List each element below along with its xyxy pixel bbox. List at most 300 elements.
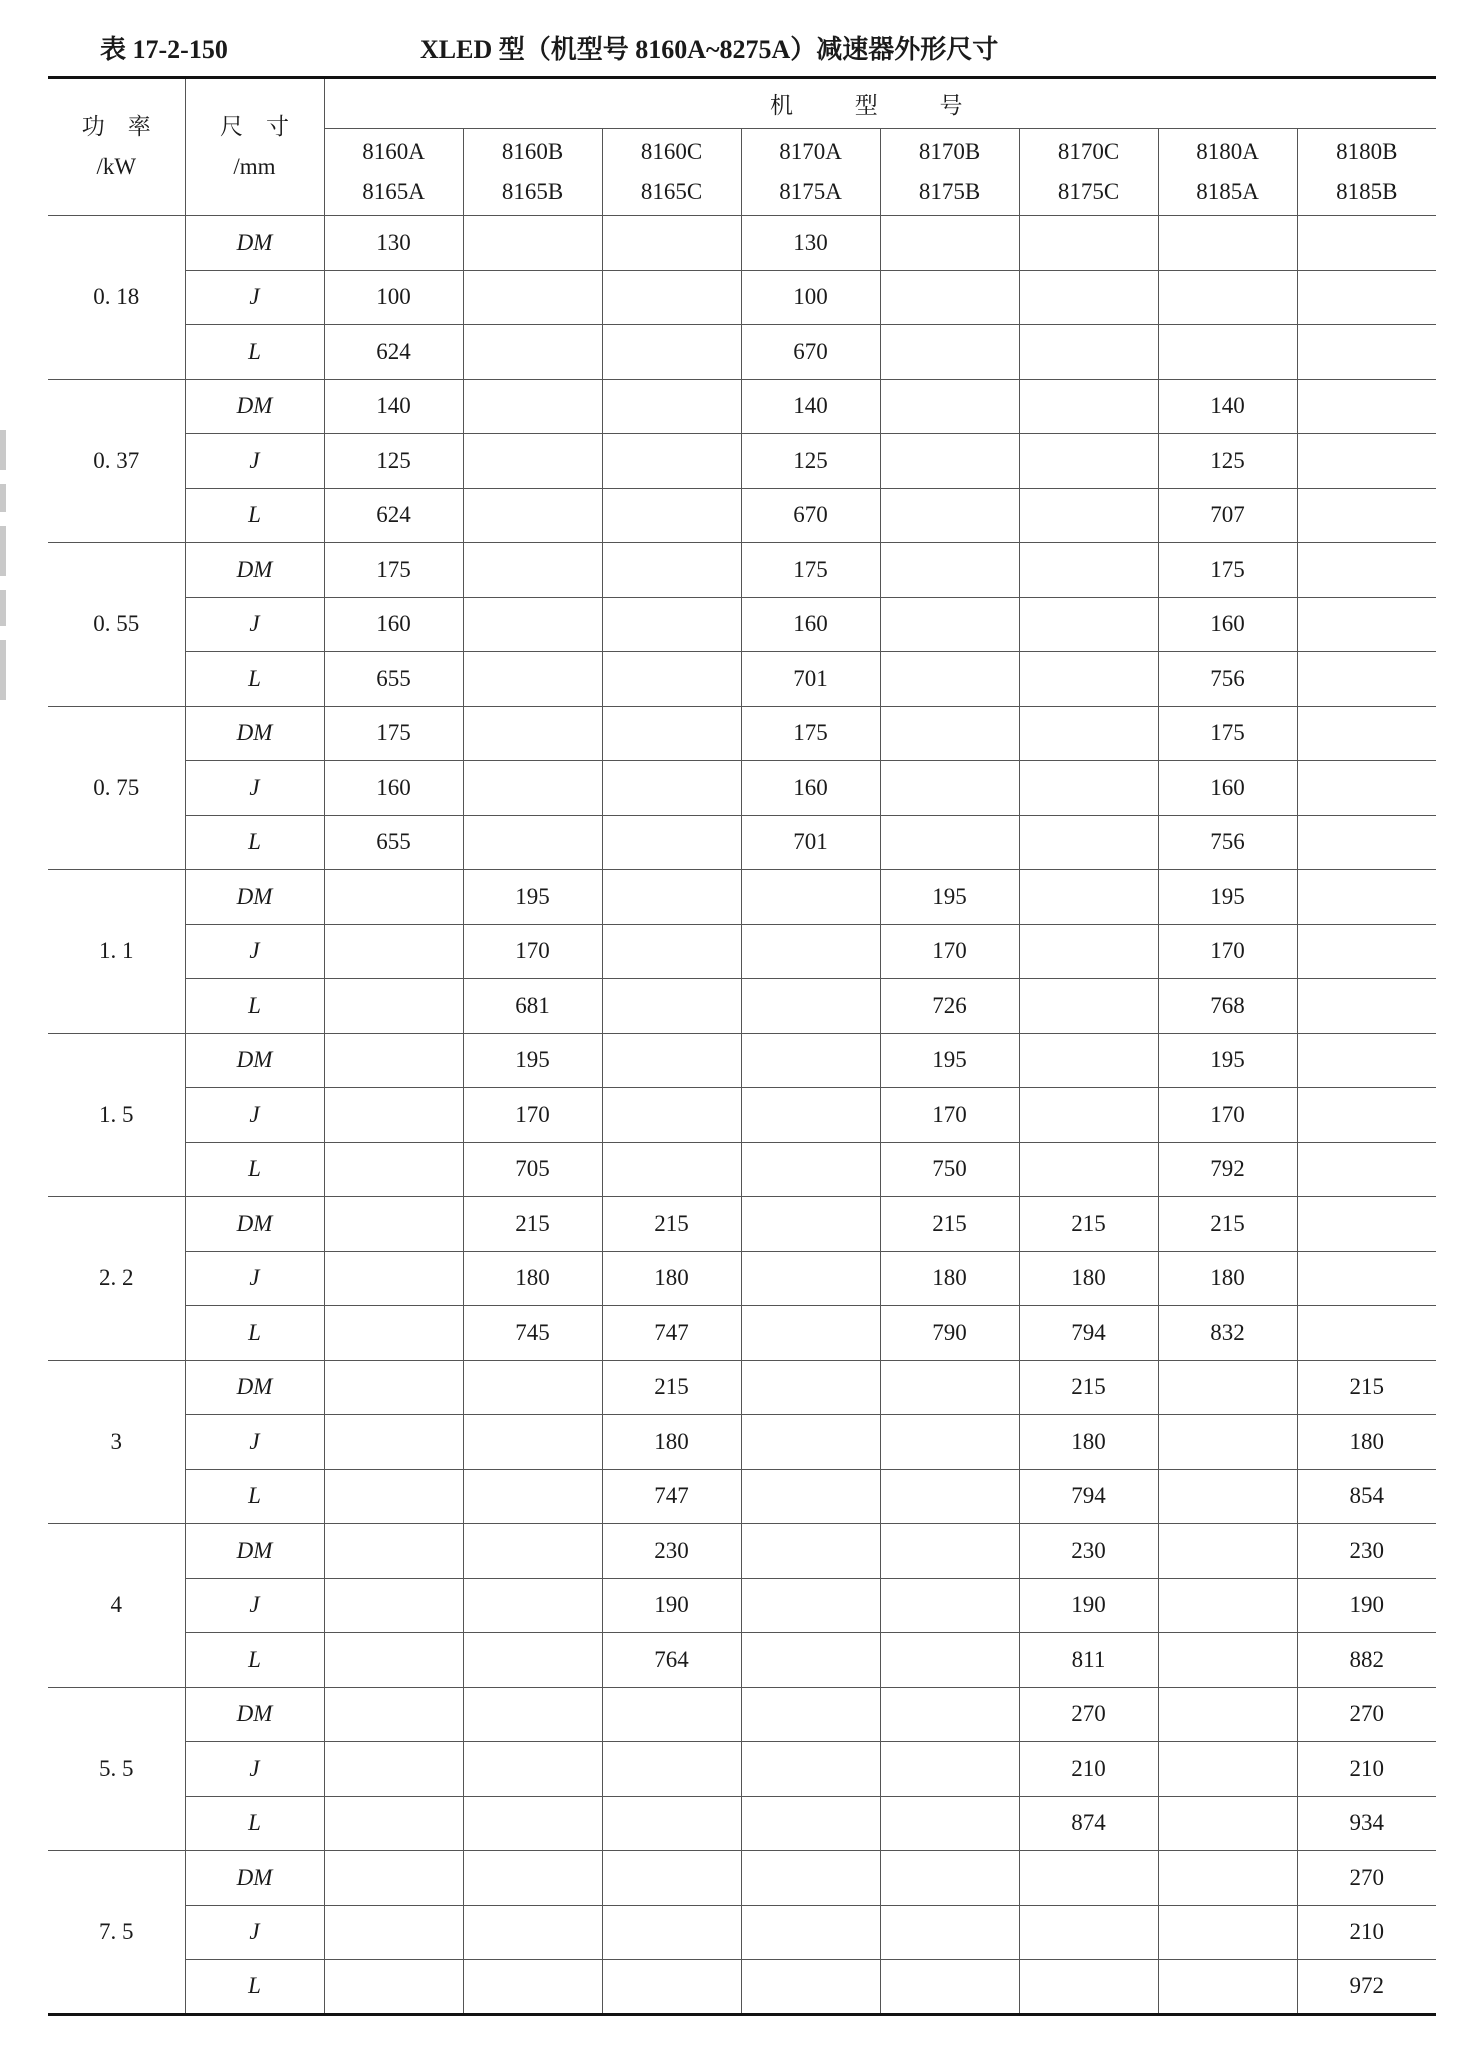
value-cell — [602, 597, 741, 652]
value-cell: 750 — [880, 1142, 1019, 1197]
value-cell: 670 — [741, 488, 880, 543]
dimension-name-cell: J — [185, 1742, 324, 1797]
power-cell: 7. 5 — [48, 1851, 185, 2015]
table-row — [48, 1306, 1436, 1361]
table-row — [48, 543, 1436, 598]
value-cell — [1019, 1851, 1158, 1906]
value-cell: 195 — [880, 870, 1019, 925]
model-code: 8160B — [501, 139, 564, 164]
value-cell: 180 — [463, 1251, 602, 1306]
value-cell — [1019, 652, 1158, 707]
value-cell: 701 — [741, 815, 880, 870]
value-cell: 230 — [1297, 1524, 1436, 1579]
value-cell — [1158, 1905, 1297, 1960]
value-cell: 215 — [1297, 1360, 1436, 1415]
model-code: 8160A — [362, 139, 425, 164]
dimension-name-cell: J — [185, 270, 324, 325]
value-cell — [1019, 488, 1158, 543]
value-cell: 100 — [741, 270, 880, 325]
value-cell: 756 — [1158, 652, 1297, 707]
table-row — [48, 434, 1436, 489]
value-cell — [1297, 216, 1436, 271]
value-cell: 160 — [741, 761, 880, 816]
dimension-name-cell: L — [185, 1142, 324, 1197]
value-cell — [741, 1251, 880, 1306]
value-cell: 270 — [1297, 1851, 1436, 1906]
value-cell: 972 — [1297, 1960, 1436, 2015]
value-cell — [324, 1251, 463, 1306]
dimension-name-cell: L — [185, 815, 324, 870]
value-cell: 170 — [463, 1088, 602, 1143]
dimension-name-cell: J — [185, 597, 324, 652]
table-number: 表 17-2-150 — [100, 35, 228, 64]
value-cell — [463, 379, 602, 434]
value-cell — [602, 270, 741, 325]
value-cell — [602, 979, 741, 1034]
value-cell — [463, 1905, 602, 1960]
value-cell — [602, 1851, 741, 1906]
value-cell — [602, 924, 741, 979]
value-cell — [463, 1687, 602, 1742]
value-cell — [602, 1742, 741, 1797]
value-cell: 934 — [1297, 1796, 1436, 1851]
value-cell: 180 — [1297, 1415, 1436, 1470]
value-cell — [602, 1033, 741, 1088]
value-cell — [324, 1742, 463, 1797]
power-cell: 0. 75 — [48, 706, 185, 870]
table-row — [48, 1851, 1436, 1906]
value-cell — [324, 1033, 463, 1088]
value-cell: 160 — [741, 597, 880, 652]
value-cell — [880, 488, 1019, 543]
value-cell — [741, 1469, 880, 1524]
value-cell — [880, 1633, 1019, 1688]
value-cell: 230 — [1019, 1524, 1158, 1579]
power-cell: 5. 5 — [48, 1687, 185, 1851]
value-cell — [324, 1796, 463, 1851]
value-cell — [1019, 979, 1158, 1034]
value-cell — [602, 1088, 741, 1143]
value-cell — [602, 652, 741, 707]
value-cell: 215 — [880, 1197, 1019, 1252]
dimension-name-cell: L — [185, 1633, 324, 1688]
value-cell — [602, 379, 741, 434]
value-cell — [324, 1415, 463, 1470]
value-cell — [741, 1088, 880, 1143]
value-cell: 705 — [463, 1142, 602, 1197]
value-cell: 655 — [324, 652, 463, 707]
value-cell: 756 — [1158, 815, 1297, 870]
value-cell — [324, 1905, 463, 1960]
table-row — [48, 1905, 1436, 1960]
value-cell — [741, 1742, 880, 1797]
value-cell — [324, 1088, 463, 1143]
value-cell — [602, 1687, 741, 1742]
value-cell: 195 — [1158, 870, 1297, 925]
model-header-cell — [1297, 129, 1436, 216]
value-cell — [1019, 379, 1158, 434]
dimension-name-cell: L — [185, 1306, 324, 1361]
value-cell — [1019, 216, 1158, 271]
value-cell — [463, 216, 602, 271]
value-cell — [880, 543, 1019, 598]
value-cell — [880, 652, 1019, 707]
value-cell — [602, 488, 741, 543]
table-row — [48, 1633, 1436, 1688]
value-cell — [741, 979, 880, 1034]
dimension-name-cell: DM — [185, 1851, 324, 1906]
dimension-name-cell: DM — [185, 543, 324, 598]
value-cell — [1297, 488, 1436, 543]
value-cell: 140 — [324, 379, 463, 434]
power-cell: 0. 18 — [48, 216, 185, 380]
value-cell — [1019, 1088, 1158, 1143]
value-cell — [324, 1360, 463, 1415]
dimension-name-cell: DM — [185, 706, 324, 761]
value-cell — [324, 979, 463, 1034]
value-cell: 170 — [880, 924, 1019, 979]
value-cell: 190 — [1297, 1578, 1436, 1633]
value-cell — [1297, 652, 1436, 707]
value-cell — [880, 325, 1019, 380]
power-cell: 0. 55 — [48, 543, 185, 707]
value-cell — [324, 870, 463, 925]
dimension-name-cell: L — [185, 1960, 324, 2015]
value-cell — [741, 1142, 880, 1197]
power-cell: 1. 1 — [48, 870, 185, 1034]
value-cell — [741, 1796, 880, 1851]
value-cell — [880, 815, 1019, 870]
value-cell — [463, 1851, 602, 1906]
value-cell: 100 — [324, 270, 463, 325]
value-cell — [741, 1524, 880, 1579]
value-cell: 874 — [1019, 1796, 1158, 1851]
value-cell: 175 — [324, 706, 463, 761]
value-cell: 195 — [463, 870, 602, 925]
value-cell — [1019, 434, 1158, 489]
value-cell: 180 — [1158, 1251, 1297, 1306]
value-cell — [1019, 597, 1158, 652]
table-row — [48, 216, 1436, 271]
table-row — [48, 1796, 1436, 1851]
value-cell — [324, 1633, 463, 1688]
value-cell — [1297, 1197, 1436, 1252]
dimension-unit: /mm — [233, 154, 276, 179]
dimension-table — [48, 76, 1436, 2016]
value-cell — [324, 1960, 463, 2015]
value-cell — [602, 706, 741, 761]
dimension-name-cell: DM — [185, 1033, 324, 1088]
value-cell: 270 — [1297, 1687, 1436, 1742]
value-cell: 170 — [463, 924, 602, 979]
value-cell — [880, 434, 1019, 489]
table-row — [48, 597, 1436, 652]
value-cell: 210 — [1019, 1742, 1158, 1797]
model-header-cell — [1158, 129, 1297, 216]
value-cell — [1019, 924, 1158, 979]
value-cell — [1297, 543, 1436, 598]
table-row — [48, 1142, 1436, 1197]
dimension-name-cell: L — [185, 325, 324, 380]
power-cell: 1. 5 — [48, 1033, 185, 1197]
value-cell: 794 — [1019, 1469, 1158, 1524]
value-cell — [880, 1905, 1019, 1960]
value-cell — [1158, 1633, 1297, 1688]
value-cell: 854 — [1297, 1469, 1436, 1524]
value-cell — [463, 706, 602, 761]
table-row — [48, 1687, 1436, 1742]
value-cell — [880, 1742, 1019, 1797]
value-cell — [602, 543, 741, 598]
table-row — [48, 270, 1436, 325]
dimension-column-header — [185, 78, 324, 216]
dimension-name-cell: J — [185, 1088, 324, 1143]
value-cell: 745 — [463, 1306, 602, 1361]
value-cell — [463, 270, 602, 325]
value-cell — [463, 597, 602, 652]
value-cell: 655 — [324, 815, 463, 870]
table-row — [48, 1415, 1436, 1470]
value-cell — [1297, 1306, 1436, 1361]
value-cell — [741, 1687, 880, 1742]
value-cell: 811 — [1019, 1633, 1158, 1688]
page-edge-marks — [0, 430, 6, 714]
value-cell: 130 — [324, 216, 463, 271]
table-row — [48, 815, 1436, 870]
value-cell — [741, 1306, 880, 1361]
value-cell: 180 — [602, 1251, 741, 1306]
value-cell — [1297, 979, 1436, 1034]
value-cell: 624 — [324, 325, 463, 380]
value-cell: 882 — [1297, 1633, 1436, 1688]
value-cell — [602, 1796, 741, 1851]
power-unit: /kW — [96, 154, 137, 179]
value-cell — [602, 325, 741, 380]
power-cell: 3 — [48, 1360, 185, 1524]
value-cell: 215 — [1158, 1197, 1297, 1252]
model-code-alt: 8165B — [501, 179, 564, 204]
value-cell — [1297, 1142, 1436, 1197]
value-cell — [880, 761, 1019, 816]
value-cell — [1019, 870, 1158, 925]
value-cell — [463, 1796, 602, 1851]
table-row — [48, 652, 1436, 707]
value-cell: 160 — [1158, 761, 1297, 816]
value-cell: 180 — [880, 1251, 1019, 1306]
model-header-cell — [324, 129, 463, 216]
value-cell — [602, 815, 741, 870]
table-title: XLED 型（机型号 8160A~8275A）减速器外形尺寸 — [420, 35, 999, 64]
value-cell — [1297, 270, 1436, 325]
value-cell: 190 — [1019, 1578, 1158, 1633]
value-cell: 180 — [602, 1415, 741, 1470]
value-cell — [1019, 706, 1158, 761]
model-header-cell — [741, 129, 880, 216]
value-cell — [741, 1197, 880, 1252]
dimension-name-cell: L — [185, 1796, 324, 1851]
value-cell — [741, 1633, 880, 1688]
table-row — [48, 1742, 1436, 1797]
value-cell — [1158, 270, 1297, 325]
table-row — [48, 1033, 1436, 1088]
model-code: 8160C — [640, 139, 703, 164]
table-row — [48, 325, 1436, 380]
model-code-alt: 8185A — [1196, 179, 1259, 204]
value-cell — [1297, 924, 1436, 979]
value-cell — [463, 1360, 602, 1415]
table-caption — [100, 30, 1430, 70]
dimension-name-cell: DM — [185, 870, 324, 925]
value-cell — [602, 761, 741, 816]
value-cell — [1019, 1033, 1158, 1088]
value-cell — [880, 1687, 1019, 1742]
value-cell — [463, 1960, 602, 2015]
value-cell: 175 — [741, 543, 880, 598]
model-code: 8180B — [1336, 139, 1398, 164]
value-cell: 140 — [1158, 379, 1297, 434]
value-cell — [324, 1524, 463, 1579]
value-cell: 195 — [1158, 1033, 1297, 1088]
value-cell: 190 — [602, 1578, 741, 1633]
value-cell — [1158, 1960, 1297, 2015]
value-cell — [463, 1469, 602, 1524]
value-cell — [880, 597, 1019, 652]
value-cell — [602, 870, 741, 925]
model-code: 8180A — [1196, 139, 1259, 164]
value-cell — [1158, 1578, 1297, 1633]
value-cell: 681 — [463, 979, 602, 1034]
power-label: 功 率 — [81, 114, 151, 139]
value-cell — [463, 488, 602, 543]
value-cell — [880, 1578, 1019, 1633]
model-group-header: 机 型 号 — [324, 78, 1436, 129]
model-code-alt: 8175B — [918, 179, 981, 204]
value-cell — [463, 543, 602, 598]
value-cell — [880, 1960, 1019, 2015]
table-row — [48, 924, 1436, 979]
value-cell: 764 — [602, 1633, 741, 1688]
value-cell — [1297, 379, 1436, 434]
value-cell — [1158, 1796, 1297, 1851]
value-cell — [1158, 1687, 1297, 1742]
dimension-name-cell: DM — [185, 379, 324, 434]
value-cell: 210 — [1297, 1742, 1436, 1797]
value-cell — [741, 1033, 880, 1088]
value-cell — [463, 434, 602, 489]
dimension-name-cell: J — [185, 1905, 324, 1960]
value-cell — [463, 1524, 602, 1579]
dimension-name-cell: DM — [185, 1524, 324, 1579]
value-cell — [324, 1469, 463, 1524]
dimension-name-cell: DM — [185, 1687, 324, 1742]
value-cell — [880, 1469, 1019, 1524]
table-row — [48, 1469, 1436, 1524]
value-cell — [1019, 325, 1158, 380]
value-cell — [741, 1360, 880, 1415]
model-code: 8170A — [779, 139, 842, 164]
dimension-name-cell: J — [185, 1251, 324, 1306]
value-cell — [880, 706, 1019, 761]
table-row — [48, 1088, 1436, 1143]
model-header-cell — [880, 129, 1019, 216]
model-header-cell — [1019, 129, 1158, 216]
value-cell — [1158, 216, 1297, 271]
value-cell: 160 — [324, 597, 463, 652]
value-cell: 230 — [602, 1524, 741, 1579]
value-cell: 215 — [1019, 1197, 1158, 1252]
value-cell: 624 — [324, 488, 463, 543]
value-cell — [1297, 761, 1436, 816]
value-cell — [1019, 1142, 1158, 1197]
dimension-name-cell: L — [185, 1469, 324, 1524]
value-cell — [602, 1905, 741, 1960]
value-cell — [324, 1197, 463, 1252]
value-cell: 832 — [1158, 1306, 1297, 1361]
value-cell — [463, 1742, 602, 1797]
value-cell: 125 — [324, 434, 463, 489]
value-cell — [1158, 1469, 1297, 1524]
value-cell — [1297, 325, 1436, 380]
dimension-name-cell: J — [185, 924, 324, 979]
value-cell — [1297, 870, 1436, 925]
value-cell — [741, 1578, 880, 1633]
dimension-name-cell: L — [185, 652, 324, 707]
value-cell: 215 — [1019, 1360, 1158, 1415]
power-cell: 4 — [48, 1524, 185, 1688]
power-cell: 2. 2 — [48, 1197, 185, 1361]
value-cell — [880, 1360, 1019, 1415]
dimension-name-cell: DM — [185, 1360, 324, 1415]
model-code-alt: 8185B — [1336, 179, 1398, 204]
value-cell — [1158, 1851, 1297, 1906]
value-cell — [324, 1687, 463, 1742]
value-cell — [324, 924, 463, 979]
value-cell: 175 — [1158, 706, 1297, 761]
model-code-alt: 8165C — [640, 179, 703, 204]
dimension-name-cell: L — [185, 979, 324, 1034]
value-cell: 270 — [1019, 1687, 1158, 1742]
value-cell — [463, 761, 602, 816]
value-cell — [602, 1960, 741, 2015]
table-row — [48, 706, 1436, 761]
value-cell — [1297, 706, 1436, 761]
value-cell — [463, 1633, 602, 1688]
value-cell — [741, 870, 880, 925]
value-cell: 175 — [324, 543, 463, 598]
value-cell — [602, 1142, 741, 1197]
table-row — [48, 1197, 1436, 1252]
value-cell — [1297, 597, 1436, 652]
value-cell — [463, 1415, 602, 1470]
value-cell: 160 — [1158, 597, 1297, 652]
value-cell: 175 — [1158, 543, 1297, 598]
value-cell — [1019, 543, 1158, 598]
table-row — [48, 761, 1436, 816]
value-cell: 175 — [741, 706, 880, 761]
value-cell — [1158, 1360, 1297, 1415]
model-code-alt: 8175A — [779, 179, 842, 204]
value-cell — [463, 1578, 602, 1633]
table-row — [48, 1578, 1436, 1633]
value-cell — [1019, 1905, 1158, 1960]
value-cell — [880, 1524, 1019, 1579]
value-cell: 195 — [463, 1033, 602, 1088]
value-cell: 768 — [1158, 979, 1297, 1034]
value-cell: 701 — [741, 652, 880, 707]
value-cell: 707 — [1158, 488, 1297, 543]
value-cell — [880, 379, 1019, 434]
value-cell — [880, 270, 1019, 325]
